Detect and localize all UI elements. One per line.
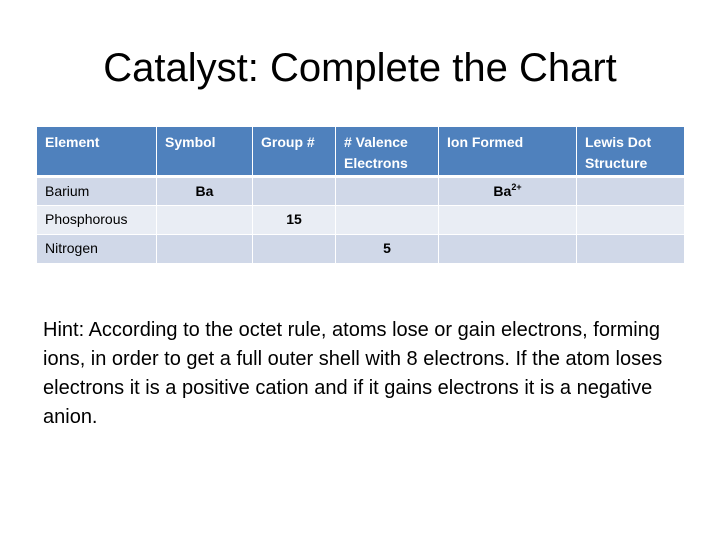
cell-ion-formed — [439, 235, 577, 264]
cell-ion-formed — [439, 206, 577, 235]
table-row — [37, 206, 685, 235]
header-valence-electrons: # Valence Electrons — [336, 127, 439, 177]
cell-symbol — [157, 235, 253, 264]
cell-lewis — [577, 206, 685, 235]
slide-title: Catalyst: Complete the Chart — [103, 46, 617, 90]
cell-group — [253, 235, 336, 264]
table-row — [37, 177, 685, 206]
hint-text: Hint: According to the octet rule, atoms lose or gain electrons, forming ions, in order to get a full outer shell with 8 electrons. If the atom loses electrons it is a positive cation and if it gains electrons it is a negative anion. — [43, 319, 663, 428]
header-group: Group # — [253, 127, 336, 177]
cell-valence — [336, 177, 439, 206]
cell-group — [253, 177, 336, 206]
header-element: Element — [37, 127, 157, 177]
cell-lewis — [577, 177, 685, 206]
cell-valence: 5 — [336, 235, 439, 264]
cell-valence — [336, 206, 439, 235]
ion-base: Ba — [493, 183, 512, 199]
ion-charge: 2+ — [511, 182, 522, 192]
element-chart-table — [36, 126, 685, 264]
table-row — [37, 235, 685, 264]
cell-element: Nitrogen — [37, 235, 157, 264]
cell-group: 15 — [253, 206, 336, 235]
table-header-row — [37, 127, 685, 177]
cell-ion-formed — [439, 177, 577, 206]
cell-symbol — [157, 206, 253, 235]
cell-symbol: Ba — [157, 177, 253, 206]
cell-element: Phosphorous — [37, 206, 157, 235]
cell-lewis — [577, 235, 685, 264]
cell-element: Barium — [37, 177, 157, 206]
header-lewis-dot-structure: Lewis Dot Structure — [577, 127, 685, 177]
header-symbol: Symbol — [157, 127, 253, 177]
header-ion-formed: Ion Formed — [439, 127, 577, 177]
